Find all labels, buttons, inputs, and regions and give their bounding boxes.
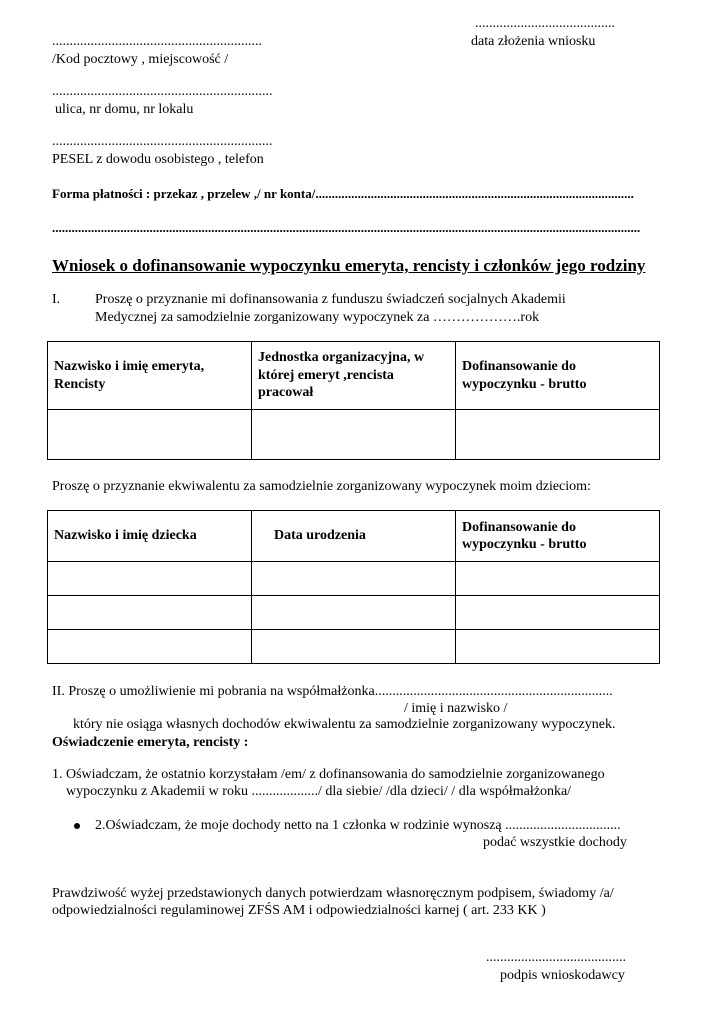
table-header-cell: Nazwisko i imię emeryta, Rencisty xyxy=(48,342,252,410)
table-cell[interactable] xyxy=(252,630,456,664)
truth-line1: Prawdziwość wyżej przedstawionych danych potwierdzam własnoręcznym podpisem, świadomy /a/ xyxy=(52,886,614,901)
table-header-cell: Jednostka organizacyjna, w której emeryt ,rencista pracował xyxy=(252,342,456,410)
address-label: /Kod pocztowy , miejscowość / xyxy=(52,52,229,67)
signature-dots[interactable]: ........................................ xyxy=(486,950,626,965)
table-header-cell: Data urodzenia xyxy=(252,511,456,562)
table-header-cell: Nazwisko i imię dziecka xyxy=(48,511,252,562)
street-dots[interactable]: ............................................................... xyxy=(52,84,273,99)
table-cell[interactable] xyxy=(252,410,456,460)
children-table xyxy=(47,510,660,664)
table-cell[interactable] xyxy=(252,596,456,630)
section2-line1: II. Proszę o umożliwienie mi pobrania na współmałżonka.................................................................... xyxy=(52,684,613,699)
table-cell[interactable] xyxy=(456,630,660,664)
table-cell[interactable] xyxy=(48,410,252,460)
table-header-cell: Dofinansowanie do wypoczynku - brutto xyxy=(456,511,660,562)
declaration-item1-line1: 1. Oświadczam, że ostatnio korzystałam /em/ z dofinansowania do samodzielnie zorganizowanego xyxy=(52,767,605,782)
table-row xyxy=(48,630,660,664)
table-cell[interactable] xyxy=(48,596,252,630)
section1-number: I. xyxy=(52,292,61,307)
table-cell[interactable] xyxy=(456,410,660,460)
table-cell[interactable] xyxy=(48,562,252,596)
truth-line2: odpowiedzialności regulaminowej ZFŚS AM i odpowiedzialności karnej ( art. 233 KK ) xyxy=(52,903,546,918)
declaration-item1-line2: wypoczynku z Akademii w roku .................../ dla siebie/ /dla dzieci/ / dla współmałżonka/ xyxy=(66,784,572,799)
payment-dots[interactable]: ..................................................................................................................................................................................... xyxy=(52,220,641,235)
table-row xyxy=(48,562,660,596)
table-header-cell: Dofinansowanie do wypoczynku - brutto xyxy=(456,342,660,410)
declaration-item2-line1: 2.Oświadczam, że moje dochody netto na 1 członka w rodzinie wynoszą ................................. xyxy=(95,818,621,833)
table-cell[interactable] xyxy=(456,596,660,630)
table-header-row xyxy=(48,511,660,562)
declaration-heading: Oświadczenie emeryta, rencisty : xyxy=(52,735,249,750)
date-dots[interactable]: ........................................ xyxy=(475,16,615,31)
pensioner-table xyxy=(47,341,660,460)
signature-label: podpis wnioskodawcy xyxy=(500,968,625,983)
street-label: ulica, nr domu, nr lokalu xyxy=(55,102,194,117)
table-header-row xyxy=(48,342,660,410)
section1-line2: Medycznej za samodzielnie zorganizowany wypoczynek za ……………….rok xyxy=(95,310,540,325)
pesel-label: PESEL z dowodu osobistego , telefon xyxy=(52,152,264,167)
address-dots[interactable]: ............................................................ xyxy=(52,34,262,49)
children-request: Proszę o przyznanie ekwiwalentu za samodzielnie zorganizowany wypoczynek moim dzieciom: xyxy=(52,479,591,494)
payment-line: Forma płatności : przekaz , przelew ,/ nr konta/.................................................................................................. xyxy=(52,186,634,201)
table-cell[interactable] xyxy=(48,630,252,664)
table-cell[interactable] xyxy=(252,562,456,596)
table-row xyxy=(48,410,660,460)
date-label: data złożenia wniosku xyxy=(471,34,596,49)
table-row xyxy=(48,596,660,630)
page-title: Wniosek o dofinansowanie wypoczynku emeryta, rencisty i członków jego rodziny xyxy=(52,256,646,275)
table-cell[interactable] xyxy=(456,562,660,596)
section1-line1: Proszę o przyznanie mi dofinansowania z funduszu świadczeń socjalnych Akademii xyxy=(95,292,566,307)
pesel-dots[interactable]: ............................................................... xyxy=(52,134,273,149)
bullet-icon xyxy=(74,823,80,829)
declaration-item2-line2: podać wszystkie dochody xyxy=(483,835,627,850)
section2-line2: który nie osiąga własnych dochodów ekwiwalentu za samodzielnie zorganizowany wypoczynek. xyxy=(73,717,616,732)
spouse-name-label: / imię i nazwisko / xyxy=(404,701,508,716)
